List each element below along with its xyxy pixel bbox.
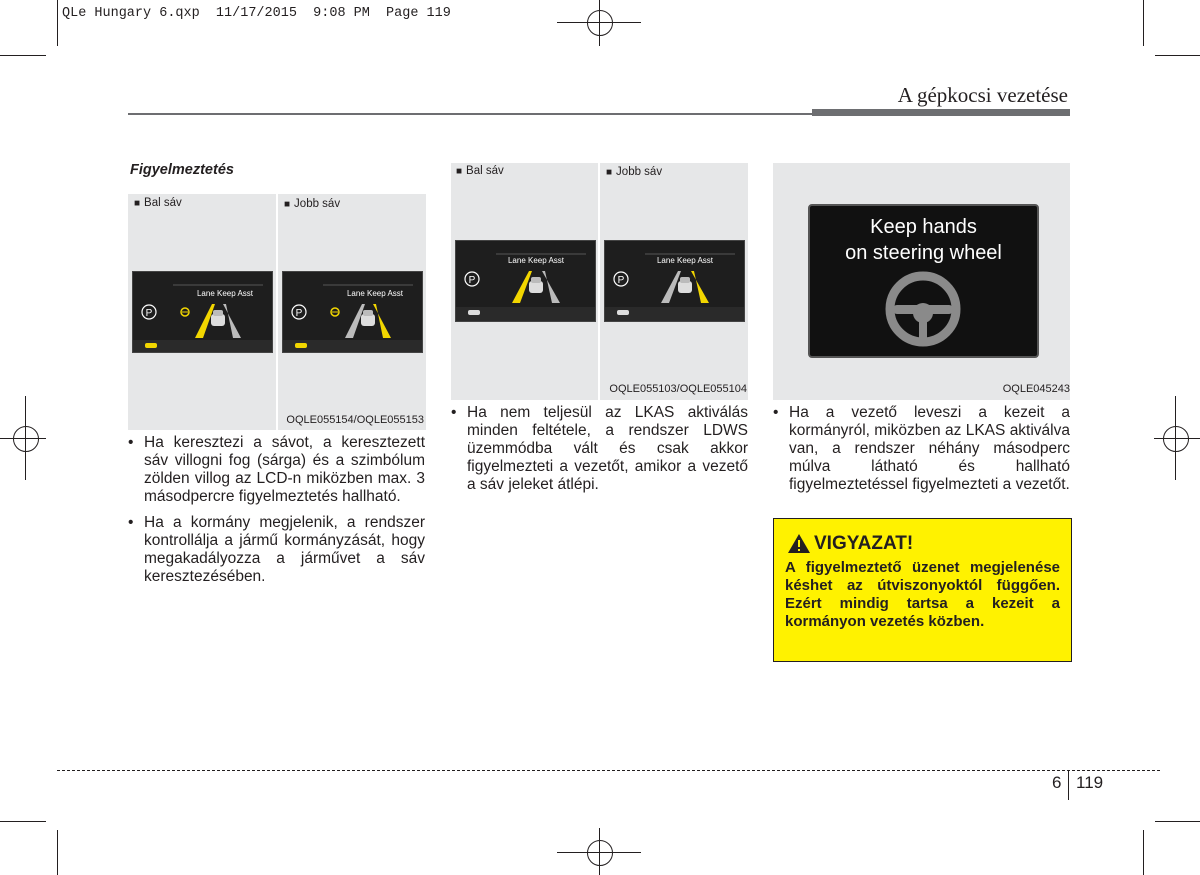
bullet-list-col2	[451, 404, 748, 502]
list-item: • Ha keresztezi a sávot, a keresztezett sáv villogni fog (sárga) és a szimbólum zölden villog az LCD-n miközben max. 3 másodpercre figyelmeztetés hallható.	[128, 434, 425, 506]
list-item: • Ha a kormány megjelenik, a rendszer kontrollálja a jármű kormányzását, hogy megakadályozza a járművet a sáv keresztezésében.	[128, 514, 425, 586]
figure-lkas-ldws	[451, 163, 748, 400]
lcd-left-lane	[132, 271, 273, 353]
lcd-title: Lane Keep Asst	[346, 289, 404, 298]
figure-label-right: ■ Jobb sáv	[606, 166, 662, 178]
crop-mark	[1155, 821, 1200, 822]
page-number-separator	[1068, 770, 1069, 800]
gear-indicator: P	[295, 308, 303, 319]
lcd-title: Lane Keep Asst	[507, 256, 565, 265]
cluster-screen-keep-hands	[808, 204, 1039, 358]
gear-indicator: P	[145, 308, 153, 319]
caution-box	[773, 518, 1072, 662]
header-rule-accent	[812, 109, 1070, 116]
caution-title: VIGYAZAT!	[814, 533, 914, 554]
figure-code: OQLE055103/OQLE055104	[609, 383, 747, 395]
screen-message-line2: on steering wheel	[845, 242, 1002, 264]
bullet-list-col1	[128, 434, 425, 594]
crop-mark	[57, 0, 58, 46]
figure-code: OQLE045243	[1002, 383, 1070, 395]
figure-divider	[276, 194, 278, 430]
figure-label-left: ■ Bal sáv	[456, 165, 504, 177]
gear-indicator: P	[617, 275, 625, 286]
section-heading: Figyelmeztetés	[130, 162, 234, 178]
caution-text: A figyelmeztető üzenet megjelenése késhet az útviszonyoktól függően. Ezért mindig tartsa a kezeit a kormányon vezetés közben.	[785, 559, 1060, 630]
print-slug: QLe Hungary 6.qxp 11/17/2015 9:08 PM Page 119	[62, 6, 451, 21]
list-item: • Ha a vezető leveszi a kezeit a kormányról, miközben az LKAS aktiválva van, a rendszer néhány másodperc múlva látható és hallható figyelmeztetéssel figyelmezteti a vezetőt.	[773, 404, 1070, 494]
figure-label-left: ■ Bal sáv	[134, 197, 182, 209]
crop-mark	[57, 830, 58, 875]
chapter-number: 6	[1052, 773, 1062, 792]
lcd-title: Lane Keep Asst	[196, 289, 254, 298]
page-header-title: A gépkocsi vezetése	[897, 83, 1068, 107]
lcd-title: Lane Keep Asst	[656, 256, 714, 265]
lcd-right-lane	[282, 271, 423, 353]
crop-mark	[1155, 55, 1200, 56]
figure-label-right: ■ Jobb sáv	[284, 198, 340, 210]
figure-divider	[598, 163, 600, 400]
list-item: • Ha nem teljesül az LKAS aktiválás minden feltétele, a rendszer LDWS üzemmódba vált és csak akkor figyelmezteti a vezetőt, amikor a vezető a sáv jeleket átlépi.	[451, 404, 748, 494]
lcd-right-lane	[604, 240, 745, 322]
bullet-list-col3	[773, 404, 1070, 502]
figure-lane-warning	[128, 194, 426, 430]
gear-indicator: P	[468, 275, 476, 286]
crop-mark	[1143, 830, 1144, 875]
screen-message	[810, 214, 1037, 266]
lcd-left-lane	[455, 240, 596, 322]
footer-dashed-rule	[57, 770, 1160, 771]
crop-mark	[0, 821, 46, 822]
screen-message-line1: Keep hands	[870, 216, 977, 238]
steering-wheel-icon	[883, 269, 963, 349]
page-number: 119	[1076, 773, 1104, 792]
warning-triangle-icon	[788, 534, 810, 553]
figure-code: OQLE055154/OQLE055153	[286, 414, 424, 426]
crop-mark	[0, 55, 46, 56]
crop-mark	[1143, 0, 1144, 46]
